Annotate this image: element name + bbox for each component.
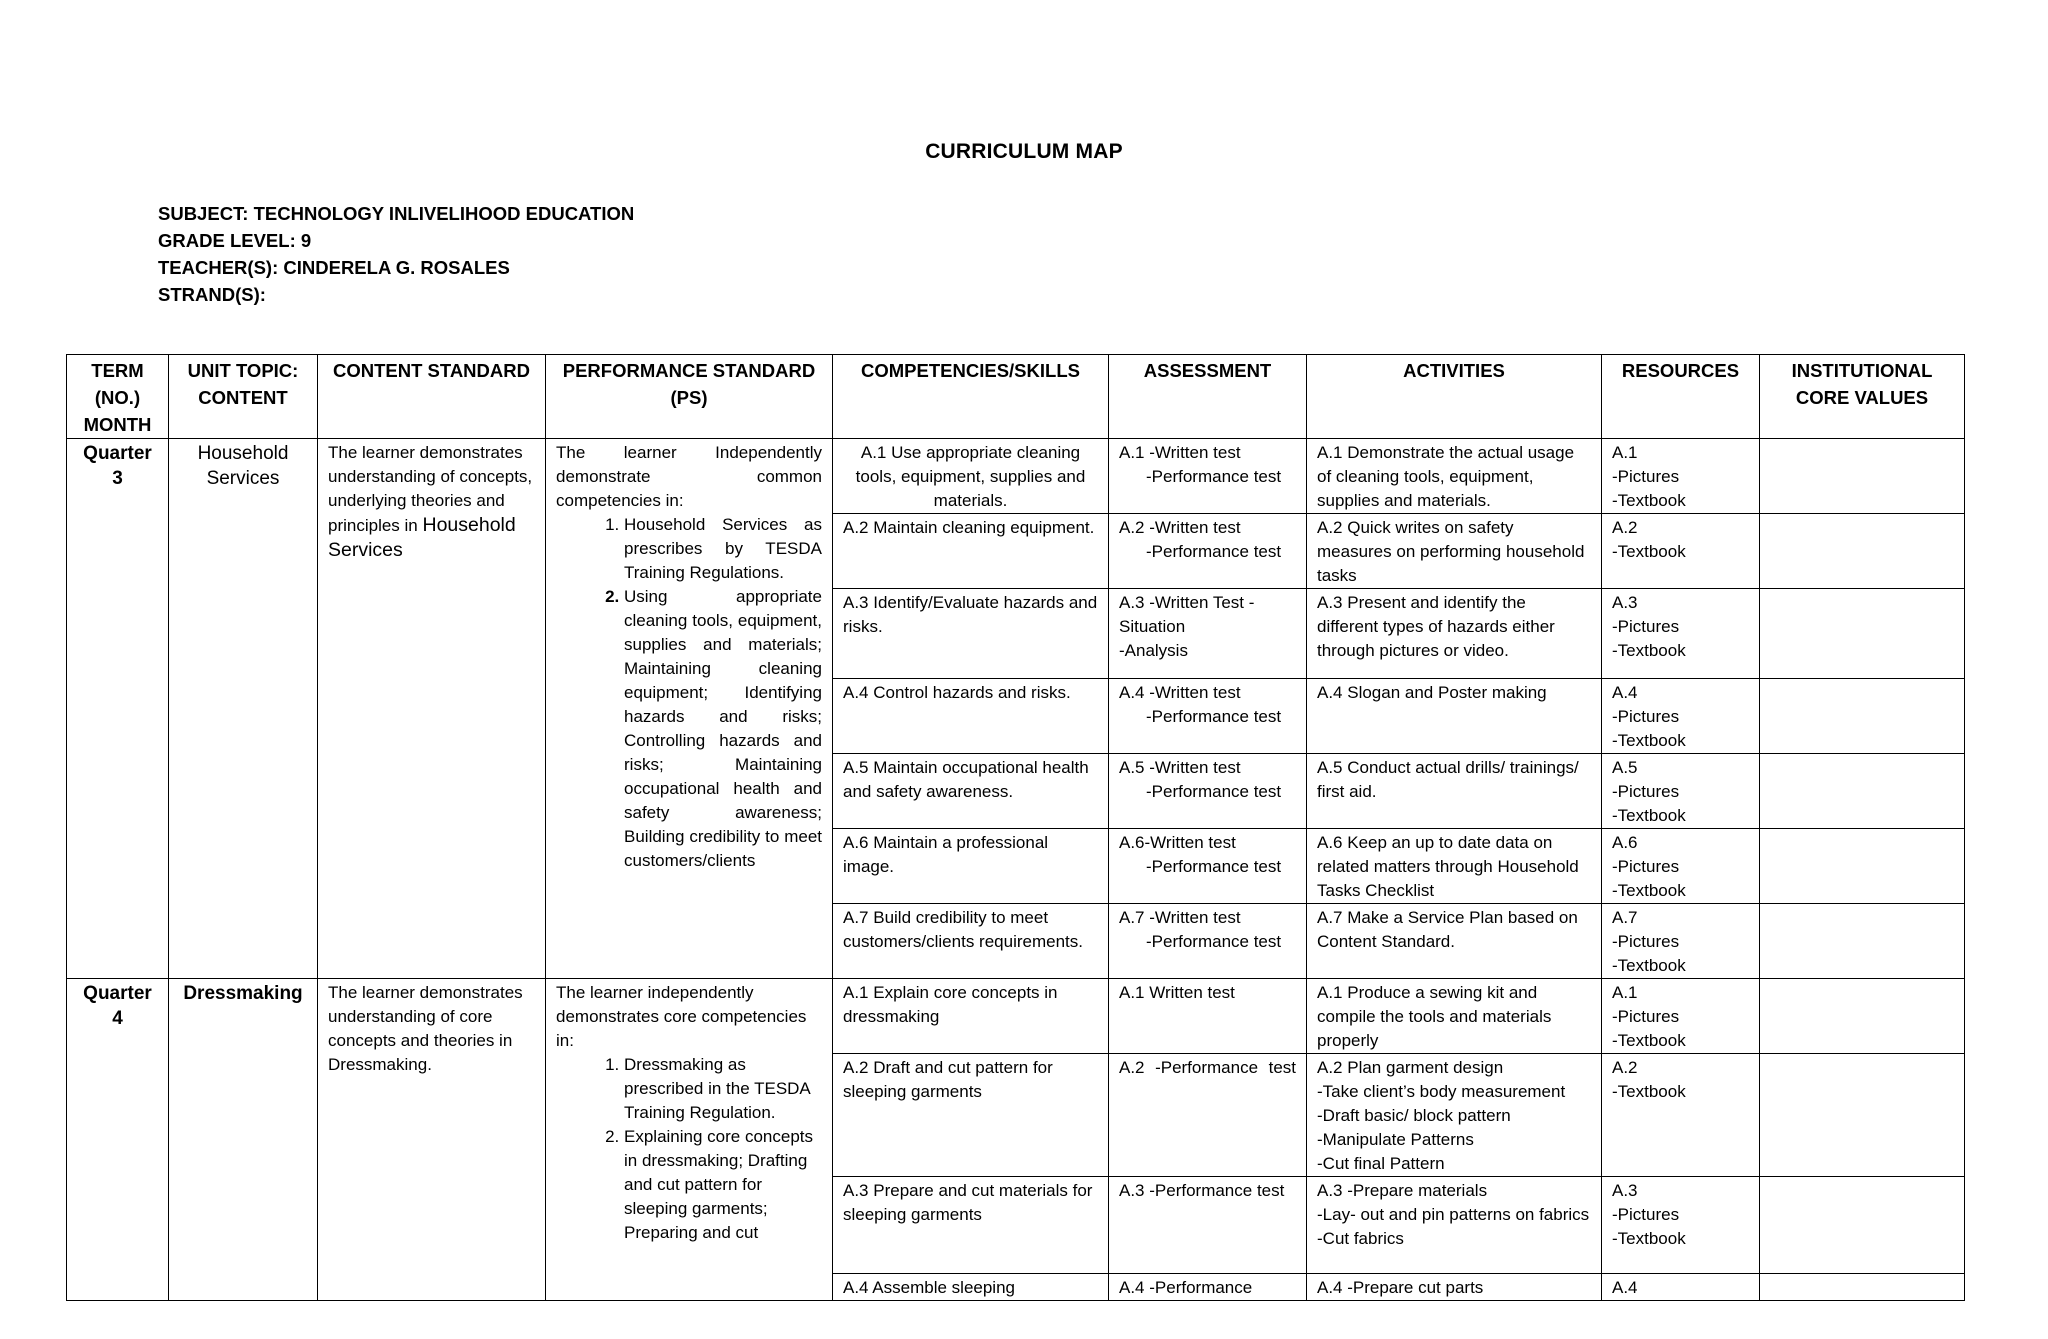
strand-line: STRAND(S): [158,284,266,305]
term-cell: Quarter 3 [67,439,169,979]
resource-line: -Pictures [1612,782,1680,801]
competency-cell: A.2 Draft and cut pattern for sleeping garments [833,1054,1109,1177]
assessment-line: -Performance test [1146,707,1282,726]
activity-cell: A.5 Conduct actual drills/ trainings/ first aid. [1307,754,1602,829]
resources-cell [1602,679,1760,754]
resources-cell [1602,1054,1760,1177]
resource-line: A.6 [1612,833,1638,852]
core-values-cell [1760,439,1965,514]
assessment-line: -Performance test [1146,542,1282,561]
performance-standard-cell [546,439,833,979]
resource-line: -Pictures [1612,707,1680,726]
core-values-cell [1760,979,1965,1054]
resources-cell [1602,589,1760,679]
assessment-line: -Analysis [1119,641,1188,660]
assessment-line: A.3 -Performance test [1119,1181,1285,1200]
activity-line: A.4 -Prepare cut parts [1317,1278,1484,1297]
core-values-cell [1760,1274,1965,1301]
resource-line: A.3 [1612,1181,1638,1200]
assessment-line: -Performance test [1146,782,1282,801]
assessment-line: A.4 -Performance [1119,1278,1253,1297]
resources-cell [1602,904,1760,979]
content-standard-topic: Household Services [328,514,516,561]
activity-cell: A.3 Present and identify the different types of hazards either through pictures or video. [1307,589,1602,679]
assessment-line: A.2 -Written test [1119,518,1241,537]
unit-cell: Household Services [169,439,318,979]
activity-cell: A.1 Demonstrate the actual usage of cleaning tools, equipment, supplies and materials. [1307,439,1602,514]
resource-line: A.1 [1612,983,1638,1002]
assessment-line: A.7 -Written test [1119,908,1241,927]
content-standard-cell [318,439,546,979]
core-values-cell [1760,514,1965,589]
assessment-cell [1109,514,1307,589]
resource-line: A.2 [1612,518,1638,537]
resource-line: -Textbook [1612,806,1686,825]
assessment-line: A.6-Written test [1119,833,1236,852]
competency-cell: A.3 Prepare and cut materials for sleeping garments [833,1177,1109,1274]
header-activities: ACTIVITIES [1307,355,1602,439]
header-resources: RESOURCES [1602,355,1760,439]
teacher-line: TEACHER(S): CINDERELA G. ROSALES [158,257,510,278]
ps-item: 2. Explaining core concepts in dressmaking; Drafting and cut pattern for sleeping garments; Preparing and cut [624,1125,822,1245]
assessment-line: A.3 -Written Test - [1119,593,1255,612]
content-standard-cell: The learner demonstrates understanding of core concepts and theories in Dressmaking. [318,979,546,1301]
resources-cell [1602,439,1760,514]
competency-cell: A.3 Identify/Evaluate hazards and risks. [833,589,1109,679]
competency-cell: A.4 Control hazards and risks. [833,679,1109,754]
resource-line: A.2 [1612,1058,1638,1077]
resource-line: -Pictures [1612,467,1680,486]
header-competencies: COMPETENCIES/SKILLS [833,355,1109,439]
activity-line: -Cut final Pattern [1317,1154,1445,1173]
competency-cell: A.1 Explain core concepts in dressmaking [833,979,1109,1054]
assessment-cell [1109,589,1307,679]
term-cell: Quarter 4 [67,979,169,1301]
activity-line: A.3 -Prepare materials [1317,1181,1488,1200]
assessment-line: A.1 Written test [1119,983,1235,1002]
resource-line: -Pictures [1612,932,1680,951]
ps-item: 2. Using appropriate cleaning tools, equipment, supplies and materials; Maintaining cleaning equipment; Identifying hazards and risks; Controlling hazards and risks; Maintaining occupational health and safety awareness; Building credibility to meet customers/clients [624,585,822,873]
resource-line: -Textbook [1612,641,1686,660]
assessment-cell [1109,1177,1307,1274]
competency-cell: A.7 Build credibility to meet customers/clients requirements. [833,904,1109,979]
assessment-cell [1109,754,1307,829]
resource-line: A.4 [1612,1278,1638,1297]
resource-line: A.5 [1612,758,1638,777]
header-term: TERM (NO.) MONTH [67,355,169,439]
core-values-cell [1760,589,1965,679]
header-unit: UNIT TOPIC: CONTENT [169,355,318,439]
competency-cell: A.4 Assemble sleeping [833,1274,1109,1301]
core-values-cell [1760,829,1965,904]
activity-cell: A.7 Make a Service Plan based on Content Standard. [1307,904,1602,979]
activity-line: -Take client’s body measurement [1317,1082,1566,1101]
activity-cell [1307,979,1602,1054]
resources-cell [1602,979,1760,1054]
competency-cell: A.6 Maintain a professional image. [833,829,1109,904]
resources-cell [1602,514,1760,589]
resource-line: -Pictures [1612,857,1680,876]
resource-line: A.7 [1612,908,1638,927]
activity-cell [1307,1054,1602,1177]
assessment-cell [1109,679,1307,754]
ps-intro: The learner Independently demonstrate common competencies in: [556,443,822,510]
resource-line: -Textbook [1612,881,1686,900]
content-standard-text: The learner demonstrates understanding of concepts, underlying theories and principles in [328,443,533,535]
activity-line: A.1 Produce a sewing kit and compile the tools and materials properly [1317,983,1552,1050]
assessment-line: A.4 -Written test [1119,683,1241,702]
assessment-cell [1109,829,1307,904]
core-values-cell [1760,679,1965,754]
core-values-cell [1760,904,1965,979]
resource-line: -Textbook [1612,1229,1686,1248]
performance-standard-cell [546,979,833,1301]
resource-line: -Pictures [1612,617,1680,636]
assessment-cell [1109,439,1307,514]
activity-cell: A.6 Keep an up to date data on related matters through Household Tasks Checklist [1307,829,1602,904]
core-values-cell [1760,1054,1965,1177]
header-assessment: ASSESSMENT [1109,355,1307,439]
header-performance-standard: PERFORMANCE STANDARD (PS) [546,355,833,439]
resource-line: A.3 [1612,593,1638,612]
table-row [67,439,1965,514]
ps-list [556,513,822,873]
resource-line: -Textbook [1612,956,1686,975]
resource-line: -Textbook [1612,731,1686,750]
activity-cell: A.4 Slogan and Poster making [1307,679,1602,754]
assessment-line: A.2 -Performance test [1119,1058,1296,1077]
activity-line: -Cut fabrics [1317,1229,1404,1248]
activity-cell [1307,1177,1602,1274]
assessment-line: A.5 -Written test [1119,758,1241,777]
activity-line: -Lay- out and pin patterns on fabrics [1317,1205,1590,1224]
resource-line: A.1 [1612,443,1638,462]
ps-list [556,1053,822,1245]
activity-line: -Draft basic/ block pattern [1317,1106,1511,1125]
assessment-line: -Performance test [1146,467,1282,486]
assessment-line: A.1 -Written test [1119,443,1241,462]
header-content-standard: CONTENT STANDARD [318,355,546,439]
curriculum-table [66,354,1965,1301]
assessment-line: -Performance test [1146,932,1282,951]
resource-line: -Pictures [1612,1205,1680,1224]
resource-line: -Textbook [1612,1082,1686,1101]
resource-line: -Pictures [1612,1007,1680,1026]
unit-cell: Dressmaking [169,979,318,1301]
grade-line: GRADE LEVEL: 9 [158,230,312,251]
table-row [67,979,1965,1054]
competency-cell: A.5 Maintain occupational health and safety awareness. [833,754,1109,829]
resource-line: A.4 [1612,683,1638,702]
activity-cell [1307,1274,1602,1301]
header-row [67,355,1965,439]
ps-item: 1. Household Services as prescribes by TESDA Training Regulations. [624,513,822,585]
resource-line: -Textbook [1612,491,1686,510]
activity-cell: A.2 Quick writes on safety measures on performing household tasks [1307,514,1602,589]
assessment-cell [1109,904,1307,979]
page-title: CURRICULUM MAP [925,140,1123,163]
competency-cell: A.1 Use appropriate cleaning tools, equipment, supplies and materials. [833,439,1109,514]
document-meta [158,200,634,308]
assessment-line: -Performance test [1146,857,1282,876]
assessment-line: Situation [1119,617,1186,636]
activity-line: A.2 Plan garment design [1317,1058,1504,1077]
assessment-cell [1109,1054,1307,1177]
core-values-cell [1760,754,1965,829]
resources-cell [1602,1274,1760,1301]
assessment-cell [1109,979,1307,1054]
resource-line: -Textbook [1612,542,1686,561]
assessment-cell [1109,1274,1307,1301]
resource-line: -Textbook [1612,1031,1686,1050]
activity-line: -Manipulate Patterns [1317,1130,1474,1149]
ps-item: 1. Dressmaking as prescribed in the TESDA Training Regulation. [624,1053,822,1125]
competency-cell: A.2 Maintain cleaning equipment. [833,514,1109,589]
core-values-cell [1760,1177,1965,1274]
resources-cell [1602,1177,1760,1274]
ps-intro: The learner independently demonstrates core competencies in: [556,983,807,1050]
resources-cell [1602,829,1760,904]
subject-line: SUBJECT: TECHNOLOGY INLIVELIHOOD EDUCATION [158,203,635,224]
resources-cell [1602,754,1760,829]
header-core-values: INSTITUTIONAL CORE VALUES [1760,355,1965,439]
